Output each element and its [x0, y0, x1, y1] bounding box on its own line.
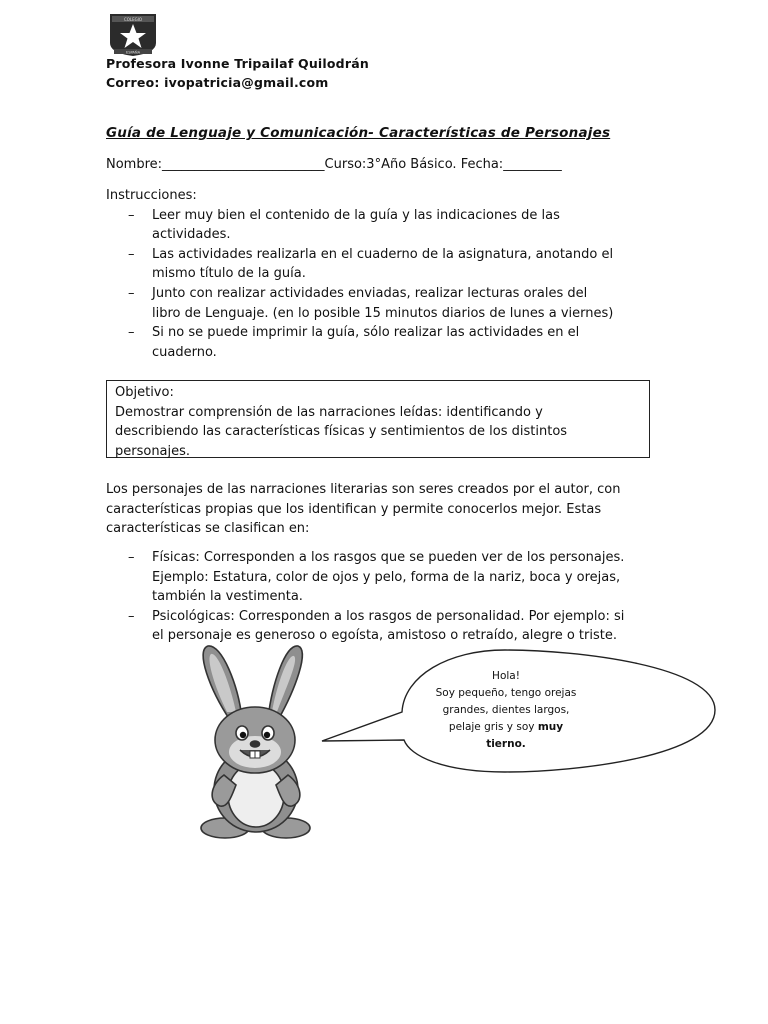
instruction-item: – Junto con realizar actividades enviadas, realizar lecturas orales del libro de Lenguaje. (en lo posible 15 minutos diarios de lunes a viernes) [128, 285, 614, 321]
teacher-email: Correo: ivopatricia@gmail.com [106, 75, 329, 90]
svg-text:ESPAÑA: ESPAÑA [125, 50, 141, 55]
intro-paragraph: Los personajes de las narraciones literarias son seres creados por el autor, con características propias que los identifican y permite conocerlos mejor. Estas características se clasifican en: [106, 482, 621, 537]
objective-line: Demostrar comprensión de las narraciones leídas: identificando y [115, 404, 543, 420]
instruction-item: – Las actividades realizarla en el cuaderno de la asignatura, anotando el mismo título de la guía. [128, 246, 614, 282]
objective-heading: Objetivo: [115, 385, 174, 400]
objective-line: personajes. [115, 443, 191, 459]
dash-bullet: – [128, 550, 135, 565]
dash-bullet: – [128, 207, 135, 223]
objective-box [106, 380, 650, 458]
dash-bullet: – [128, 246, 135, 262]
dash-bullet: – [128, 285, 135, 301]
objective-line: describiendo las características físicas y sentimientos de los distintos [115, 424, 568, 440]
teacher-name: Profesora Ivonne Tripailaf Quilodrán [106, 56, 369, 71]
instruction-item: – Leer muy bien el contenido de la guía y las indicaciones de las actividades. [128, 207, 560, 243]
svg-text:COLEGIO: COLEGIO [123, 17, 143, 22]
instruction-item: – Si no se puede imprimir la guía, sólo realizar las actividades en el cuaderno. [128, 325, 580, 360]
speech-bubble [318, 646, 718, 778]
page-title: Guía de Lenguaje y Comunicación- Características de Personajes [106, 125, 611, 141]
type-item-physical: – Físicas: Corresponden a los rasgos que se pueden ver de los personajes. Ejemplo: Estatura, color de ojos y pelo, forma de la nariz, boca y orejas, también la vestimenta. [128, 550, 625, 605]
bubble-text: Hola! Soy pequeño, tengo orejas grandes, dientes largos, pelaje gris y soy muy tierno. [435, 670, 577, 750]
instructions-heading: Instrucciones: [106, 188, 197, 203]
bunny-illustration [180, 640, 330, 845]
student-info-line: Nombre:_________________________Curso:3°Año Básico. Fecha:_________ [106, 157, 562, 172]
dash-bullet: – [128, 608, 135, 624]
school-logo [108, 13, 158, 57]
character-types [106, 548, 676, 646]
instructions-list [106, 206, 666, 363]
type-item-psychological: – Psicológicas: Corresponden a los rasgos de personalidad. Por ejemplo: si el personaje es generoso o egoísta, amistoso o retraído, alegre o triste. [128, 608, 625, 644]
instructions-section [106, 186, 666, 362]
dash-bullet: – [128, 325, 135, 341]
